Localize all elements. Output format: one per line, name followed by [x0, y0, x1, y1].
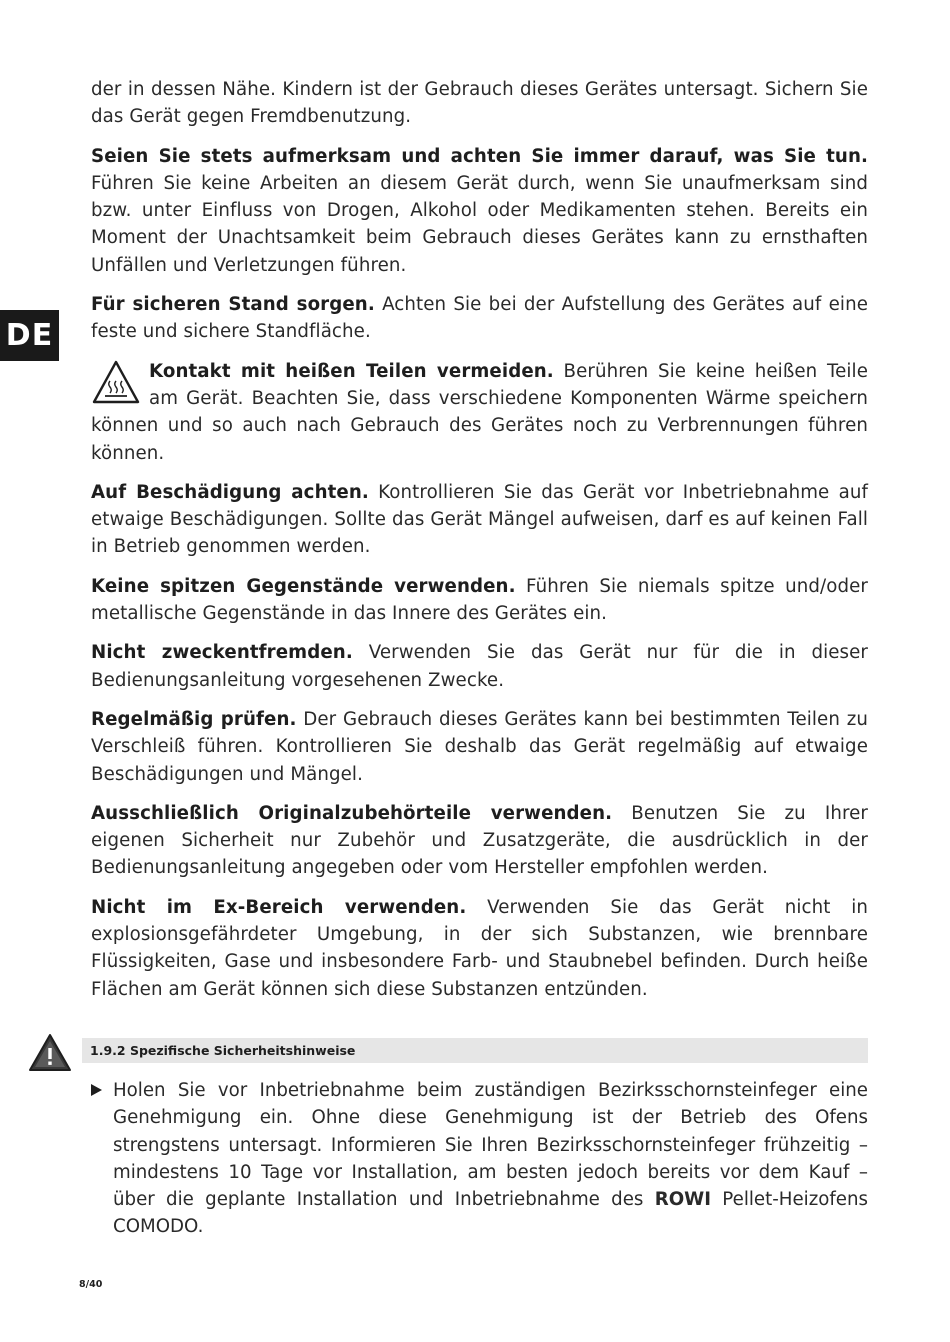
paragraph-explosion-area	[91, 894, 868, 1003]
paragraph-text: der in dessen Nähe. Kindern ist der Gebrauch dieses Gerätes untersagt. Sichern Sie das Gerät gegen Fremdbenutzung.	[91, 79, 868, 128]
hot-surface-warning-icon	[91, 359, 141, 405]
paragraph-damage	[91, 479, 868, 561]
paragraph-heading: Auf Beschädigung achten.	[91, 481, 369, 503]
bullet-arrow-icon	[91, 1084, 102, 1096]
paragraph-text: Führen Sie keine Arbeiten an diesem Gerät durch, wenn Sie unaufmerksam sind bzw. unter Einfluss von Drogen, Alkohol oder Medikamenten stehen. Bereits ein Moment der Unachtsamkeit beim Gebrauch dieses Gerätes kann zu ernsthaften Unfällen und Verletzungen führen.	[91, 172, 868, 276]
bullet-text	[113, 1077, 868, 1241]
section-heading: 1.9.2 Spezifische Sicherheitshinweise	[90, 1043, 356, 1058]
paragraph-original-accessories	[91, 800, 868, 882]
safety-instructions	[91, 76, 868, 1015]
language-tab: DE	[0, 310, 59, 361]
brand-name: ROWI	[654, 1189, 711, 1211]
page-number: 8/40	[79, 1279, 103, 1290]
paragraph-heading: Keine spitzen Gegenstände verwenden.	[91, 575, 516, 597]
paragraph-heading: Kontakt mit heißen Teilen vermeiden.	[149, 360, 554, 382]
paragraph-text: Achten Sie bei der Aufstellung des Gerätes auf eine feste und sichere Standfläche.	[91, 294, 868, 343]
paragraph-continuation	[91, 76, 868, 131]
paragraph-heading: Regelmäßig prüfen.	[91, 708, 297, 730]
paragraph-text: Berühren Sie keine heißen Teile am Gerät. Beachten Sie, dass verschiedene Komponenten Wärme speichern können und so auch nach Gebrauch des Gerätes noch zu Verbrennungen führen können.	[91, 360, 868, 464]
paragraph-text: Kontrollieren Sie das Gerät vor Inbetriebnahme auf etwaige Beschädigungen. Sollte das Gerät Mängel aufweisen, darf es auf keinen Fall in Betrieb genommen werden.	[91, 481, 868, 558]
paragraph-heading: Nicht im Ex-Bereich verwenden.	[91, 896, 467, 918]
paragraph-heading: Ausschließlich Originalzubehörteile verwenden.	[91, 802, 613, 824]
paragraph-regular-check	[91, 706, 868, 788]
paragraph-text: Benutzen Sie zu Ihrer eigenen Sicherheit nur Zubehör und Zusatzgeräte, die ausdrücklich in der Bedienungsanleitung angegeben oder vom Hersteller empfohlen werden.	[91, 802, 869, 879]
paragraph-text: Der Gebrauch dieses Gerätes kann bei bestimmten Teilen zu Verschleiß führen. Kontrollieren Sie deshalb das Gerät regelmäßig auf etwaige Beschädigungen und Mängel.	[91, 708, 868, 785]
paragraph-attention	[91, 143, 868, 279]
paragraph-stable-position	[91, 291, 868, 346]
bullet-item	[91, 1077, 868, 1241]
paragraph-text: Verwenden Sie das Gerät nicht in explosionsgefährdeter Umgebung, in der sich Substanzen, wie brennbare Flüssigkeiten, Gase und insbesondere Farb- und Staubnebel befinden. Durch heiße Flächen am Gerät können sich diese Substanzen entzünden.	[91, 896, 868, 1000]
section-heading-bar	[82, 1038, 868, 1063]
bullet-text-before: Holen Sie vor Inbetriebnahme beim zuständigen Bezirksschornsteinfeger eine Genehmigung ein. Ohne diese Genehmigung ist der Betrieb des Ofens strengstens untersagt. Informieren Sie Ihren Bezirksschornsteinfeger frühzeitig – mindestens 10 Tage vor Installation, am besten jedoch bereits vor dem Kauf – über die geplante Installation und Inbetriebnahme des	[113, 1080, 868, 1211]
paragraph-heading: Für sicheren Stand sorgen.	[91, 294, 375, 316]
paragraph-hot-parts	[91, 358, 868, 467]
bullet-text-after: Pellet-Heizofens COMODO.	[113, 1189, 868, 1238]
general-warning-icon	[28, 1033, 72, 1073]
paragraph-heading: Nicht zweckentfremden.	[91, 642, 353, 664]
paragraph-sharp-objects	[91, 573, 868, 628]
paragraph-heading: Seien Sie stets aufmerksam und achten Sie immer darauf, was Sie tun.	[91, 145, 868, 167]
paragraph-intended-use	[91, 639, 868, 694]
paragraph-text: Verwenden Sie das Gerät nur für die in dieser Bedienungsanleitung vorgesehenen Zwecke.	[91, 642, 868, 691]
paragraph-text: Führen Sie niemals spitze und/oder metallische Gegenstände in das Innere des Gerätes ein.	[91, 575, 868, 625]
